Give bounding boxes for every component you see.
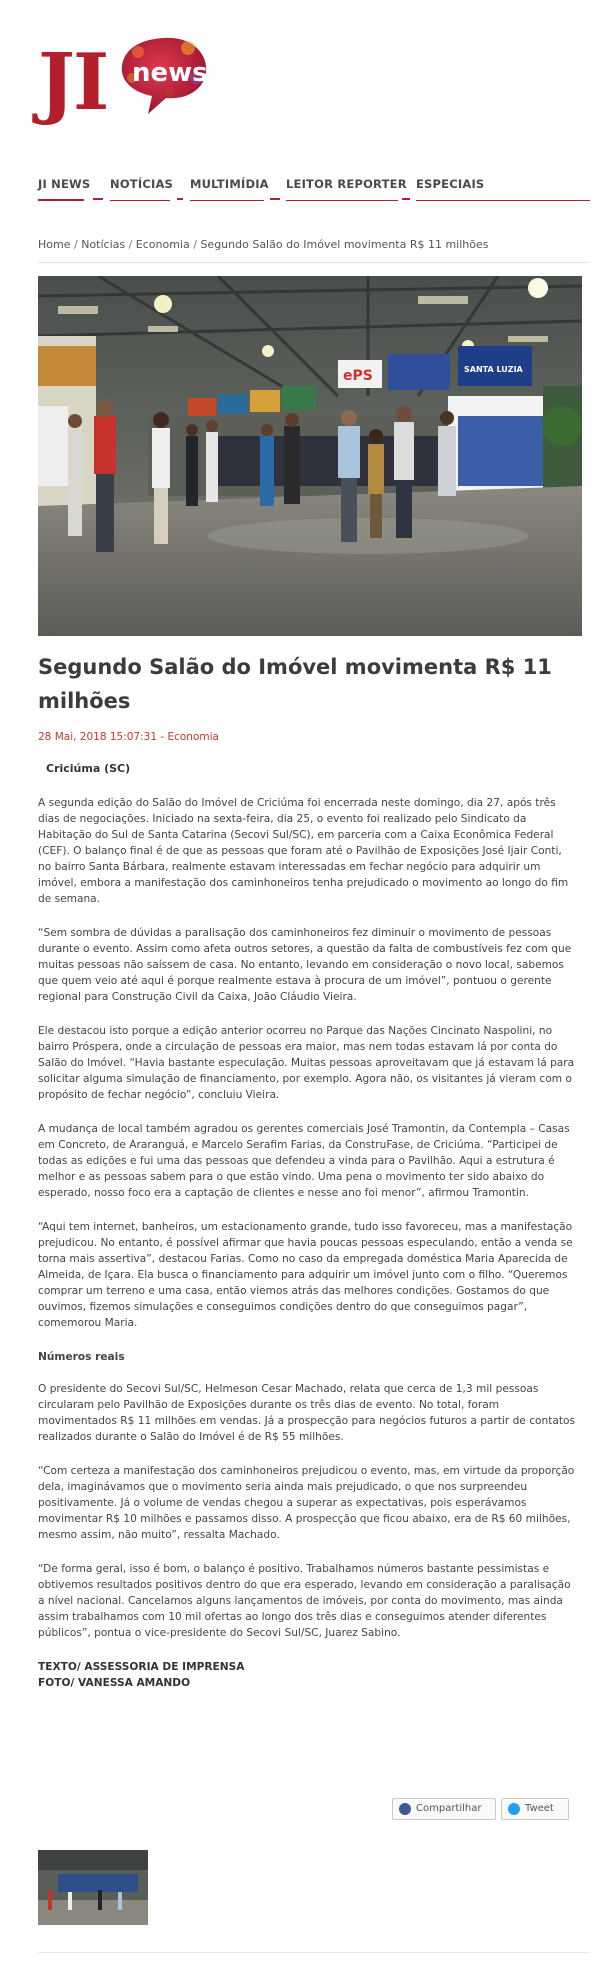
nav-item-multimidia[interactable]: MULTIMÍDIA [190,177,269,191]
breadcrumb-separator: / [73,238,82,251]
logo-letters: JI [38,37,108,128]
breadcrumb-divider [38,262,590,263]
nav-underline [286,200,398,201]
article-paragraph: A segunda edição do Salão do Imóvel de Criciúma foi encerrada neste domingo, dia 27, após três dias de negociações. Iniciado na sexta-feira, dia 25, o evento foi realizado pelo Sindicato da Habitação do Sul de Santa Catarina (Secovi Sul/SC), em parceria com a Caixa Econômica Federal (CEF). O balanço final é de que as pessoas que foram até o Pavilhão de Exposições José Ijair Conti, no bairro Santa Bárbara, realmente estavam interessadas em fechar negócio para adquirir um imóvel, embora a manifestação dos caminhoneiros tenha prejudicado o movimento ao longo do fim de semana. [38,797,569,905]
tweet-label: Tweet [525,1803,554,1814]
breadcrumb-section-link[interactable]: Notícias [81,238,126,251]
article-subheading: Números reais [38,1351,125,1363]
thumbnail-image [38,1850,148,1925]
article-paragraph: O presidente do Secovi Sul/SC, Helmeson Cesar Machado, relata que cerca de 1,3 mil pessoas circularam pelo Pavilhão de Exposições durante os três dias de evento. No total, foram movimentados R$ 11 milhões em vendas. Já a prospecção para negócios futuros a partir de contatos realizados durante o Salão do Imóvel é de R$ 55 milhões. [38,1383,576,1443]
nav-divider [177,198,183,200]
article-body [38,795,578,1691]
gallery-thumbnail[interactable] [38,1850,148,1925]
nav-divider [402,198,410,200]
credit-photo: FOTO/ VANESSA AMANDO [38,1677,191,1689]
breadcrumb-category-link[interactable]: Economia [135,238,190,251]
nav-item-especiais[interactable]: ESPECIAIS [416,177,485,191]
expo-hall-image [38,276,582,636]
booth-sign-eps: ePS [343,368,373,384]
tweet-button[interactable] [501,1798,569,1820]
article-paragraph: “De forma geral, isso é bom, o balanço é positivo. Trabalhamos números bastante pessimistas e obtivemos resultados positivos dentro do que era esperado, levando em consideração a paralisação a nível nacional. Cancelamos alguns lançamentos de imóveis, por conta do movimento, mas ainda assim trabalhamos com 10 mil ofertas ao longo dos três dias e conseguimos atender diferentes públicos”, pontua o vice-presidente do Secovi Sul/SC, Juarez Sabino. [38,1563,571,1639]
facebook-share-label: Compartilhar [416,1803,482,1814]
article-paragraph: Ele destacou isto porque a edição anterior ocorreu no Parque das Nações Cincinato Naspolini, no bairro Próspera, onde a circulação de pessoas era maior, mas nem todas estavam lá por conta do Salão do Imóvel. “Havia bastante especulação. Muitas pessoas aproveitavam que já estavam lá para solicitar alguma simulação de financiamento, por exemplo. Agora não, os visitantes já vieram com o propósito de fechar negócio”, concluiu Vieira. [38,1025,575,1101]
nav-underline [416,200,590,201]
nav-item-leitor-reporter[interactable]: LEITOR REPORTER [286,177,407,191]
facebook-share-button[interactable] [392,1798,496,1820]
article-paragraph: A mudança de local também agradou os gerentes comerciais José Tramontin, da Contempla – Casas em Concreto, de Araranguá, e Marcelo Serafim Farias, da ConstruFase, de Criciúma. “Participei de todas as edições e fui uma das pessoas que defendeu a vinda para o Pavilhão. Aqui a estrutura é melhor e as pessoas sabem para o que estão vindo. Uma pena o movimento ter sido abaixo do esperado, nosso foco era a captação de clientes e nesse ano foi menor”, afirmou Tramontin. [38,1123,570,1199]
breadcrumb [38,238,489,252]
article-paragraph: “Aqui tem internet, banheiros, um estacionamento grande, tudo isso favoreceu, mas a manifestação prejudicou. No entanto, é possível afirmar que havia poucas pessoas especulando, então a venda se torna mais assertiva”, destacou Farias. Como no caso da empregada doméstica Maria Aparecida de Almeida, de Içara. Ela busca o financiamento para adquirir um imóvel junto com o filho. “Queremos comprar um terreno e uma casa, então viemos atrás das melhores condições. Gostamos do que ouvimos, fizemos simulações e conseguimos condições dentro do que conseguimos pagar”, comemorou Maria. [38,1221,573,1329]
article-city: Criciúma (SC) [46,762,131,775]
nav-item-noticias[interactable]: NOTÍCIAS [110,177,174,191]
nav-active-underline [38,199,84,201]
footer-divider [38,1952,590,1953]
nav-item-ji-news[interactable]: JI NEWS [38,177,91,191]
facebook-icon [399,1803,411,1815]
credit-text: TEXTO/ ASSESSORIA DE IMPRENSA [38,1661,245,1673]
nav-divider [93,198,103,200]
breadcrumb-separator: / [193,238,201,251]
site-logo[interactable] [38,34,213,144]
article-meta: 28 Mai, 2018 15:07:31 - Economia [38,731,219,743]
breadcrumb-home-link[interactable]: Home [38,238,71,251]
article-paragraph: “Com certeza a manifestação dos caminhoneiros prejudicou o evento, mas, em virtude da proporção dela, imaginávamos que o movimento seria ainda mais prejudicado, o que nos surpreendeu positivamente. Já o volume de vendas chegou a superar as expectativas, pois esperávamos movimentar R$ 10 milhões e passamos disso. A prospecção que ficou abaixo, era de R$ 60 milhões, mesmo assim, não muito”, ressalta Machado. [38,1465,575,1541]
breadcrumb-current: Segundo Salão do Imóvel movimenta R$ 11 milhões [200,238,489,251]
hero-photo [38,276,582,636]
twitter-icon [508,1803,520,1815]
article-title: Segundo Salão do Imóvel movimenta R$ 11 milhões [38,655,552,713]
booth-sign-santa-luzia: SANTA LUZIA [464,365,523,374]
logo-news-text: news [132,58,208,88]
breadcrumb-separator: / [128,238,136,251]
article-paragraph: “Sem sombra de dúvidas a paralisação dos caminhoneiros fez diminuir o movimento de pessoas durante o evento. Assim como afeta outros setores, a questão da falta de combustíveis fez com que muitas pessoas não saíssem de casa. No entanto, levando em consideração o novo local, sabemos que quem veio até aqui é porque realmente estava à procura de um imóvel”, pontuou o gerente regional para Construção Civil da Caixa, João Cláudio Vieira. [38,927,572,1003]
main-nav [38,176,590,202]
nav-underline [190,200,264,201]
nav-underline [110,200,170,201]
nav-divider [270,198,280,200]
